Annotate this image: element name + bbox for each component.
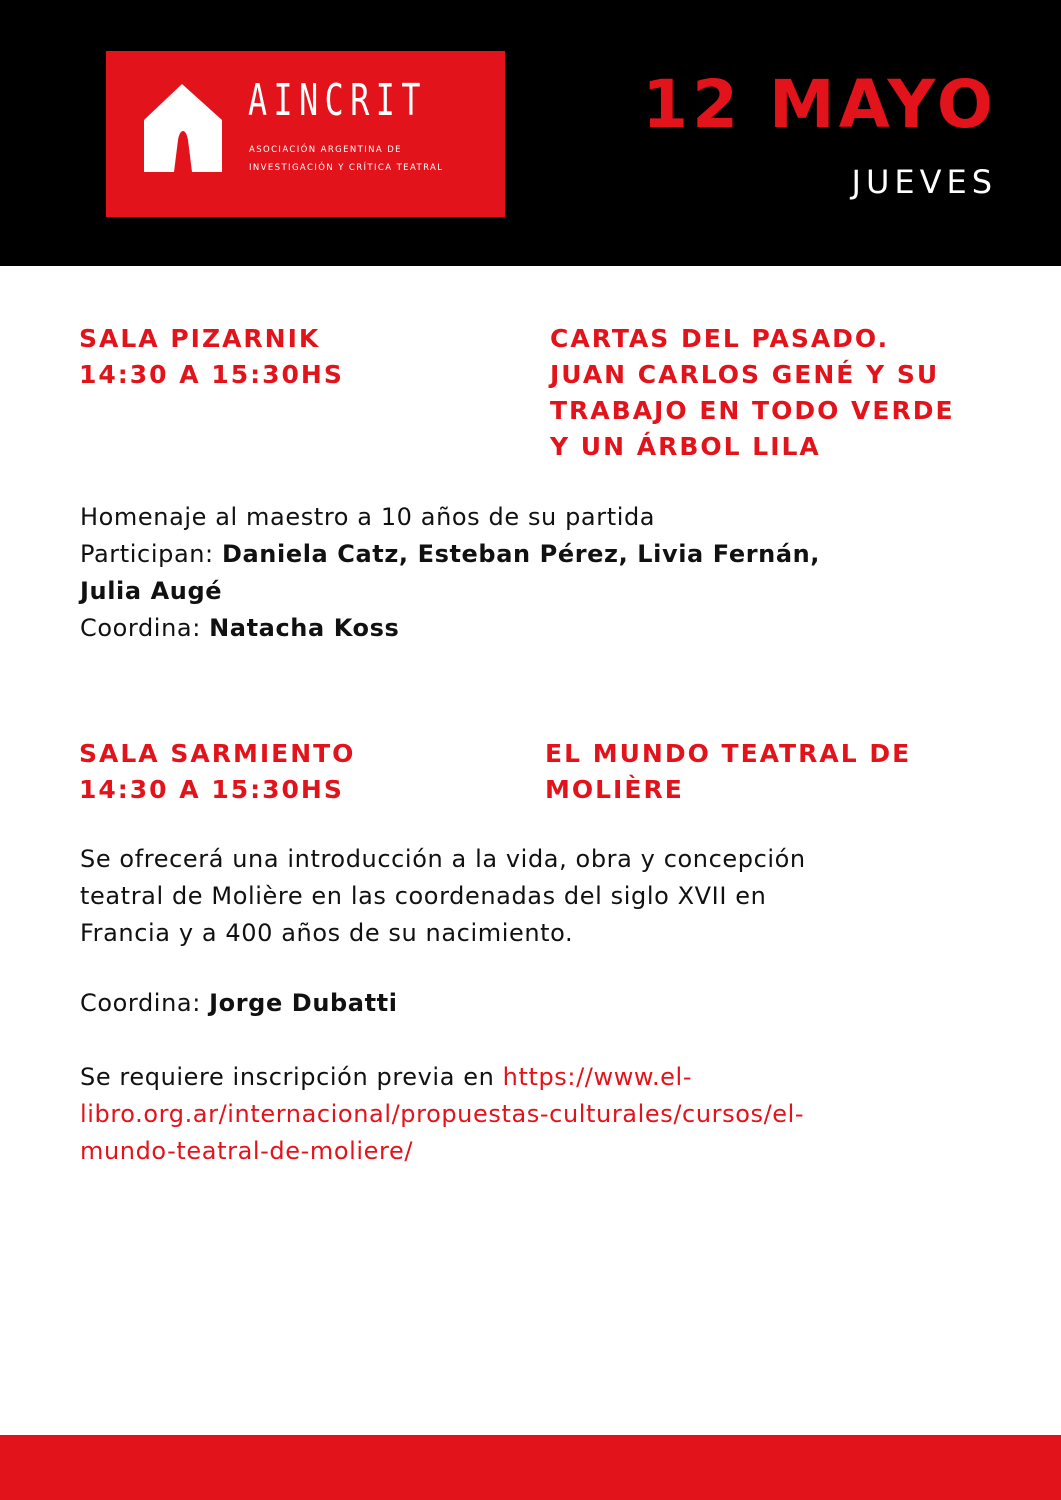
event2-description-line: teatral de Molière en las coordenadas del siglo XVII en [80, 882, 767, 910]
registration-link[interactable]: https://www.el- [502, 1063, 693, 1091]
registration-line1 [80, 1059, 804, 1096]
registration-link-cont[interactable]: libro.org.ar/internacional/propuestas-culturales/cursos/el- [80, 1100, 805, 1128]
event1-participants-line1 [80, 536, 820, 573]
header-bar [0, 0, 1061, 266]
logo-subtitle-line1: ASOCIACIÓN ARGENTINA DE [249, 145, 402, 155]
registration-text: Se requiere inscripción previa en [80, 1063, 495, 1091]
event1-title-line: Y UN ÁRBOL LILA [550, 432, 821, 461]
event1-details [80, 499, 820, 647]
logo-name: AINCRIT [248, 75, 427, 126]
event2-title-line: EL MUNDO TEATRAL DE [545, 739, 912, 768]
event2-room-time [79, 736, 355, 808]
event1-participants-line2 [80, 573, 820, 610]
event2-coordinator: Jorge Dubatti [209, 989, 398, 1017]
event1-coordinator: Natacha Koss [209, 614, 400, 642]
event1-coordinator-line [80, 610, 820, 647]
event2-room: SALA SARMIENTO [79, 739, 356, 768]
event1-title-line: TRABAJO EN TODO VERDE [550, 396, 955, 425]
theater-house-icon [144, 84, 224, 172]
aincrit-logo [106, 51, 505, 217]
event2-description-line: Se ofrecerá una introducción a la vida, obra y concepción [80, 845, 806, 873]
coordinator-label: Coordina: [80, 614, 201, 642]
event-date: 12 MAYO [642, 66, 997, 143]
participants-label: Participan: [80, 540, 214, 568]
event1-room-time [79, 321, 344, 393]
event1-title-line: CARTAS DEL PASADO. [550, 324, 890, 353]
event1-description: Homenaje al maestro a 10 años de su partida [80, 503, 656, 531]
registration-block [80, 1059, 804, 1170]
registration-link-cont[interactable]: mundo-teatral-de-moliere/ [80, 1137, 414, 1165]
event1-title [550, 321, 955, 465]
participants-names-cont: Julia Augé [80, 577, 223, 605]
event1-room: SALA PIZARNIK [79, 324, 321, 353]
logo-subtitle-line2: INVESTIGACIÓN Y CRÍTICA TEATRAL [249, 163, 444, 173]
participants-names: Daniela Catz, Esteban Pérez, Livia Fernán, [221, 540, 821, 568]
event2-time: 14:30 A 15:30HS [79, 775, 344, 804]
event2-title [545, 736, 911, 808]
event1-title-line: JUAN CARLOS GENÉ Y SU [550, 360, 940, 389]
event2-coordinator-line [80, 985, 398, 1022]
event2-description [80, 841, 806, 952]
event2-description-line: Francia y a 400 años de su nacimiento. [80, 919, 574, 947]
event-weekday: JUEVES [851, 163, 997, 201]
footer-bar [0, 1435, 1061, 1500]
event1-time: 14:30 A 15:30HS [79, 360, 344, 389]
event2-title-line: MOLIÈRE [545, 775, 684, 804]
coordinator-label: Coordina: [80, 989, 201, 1017]
